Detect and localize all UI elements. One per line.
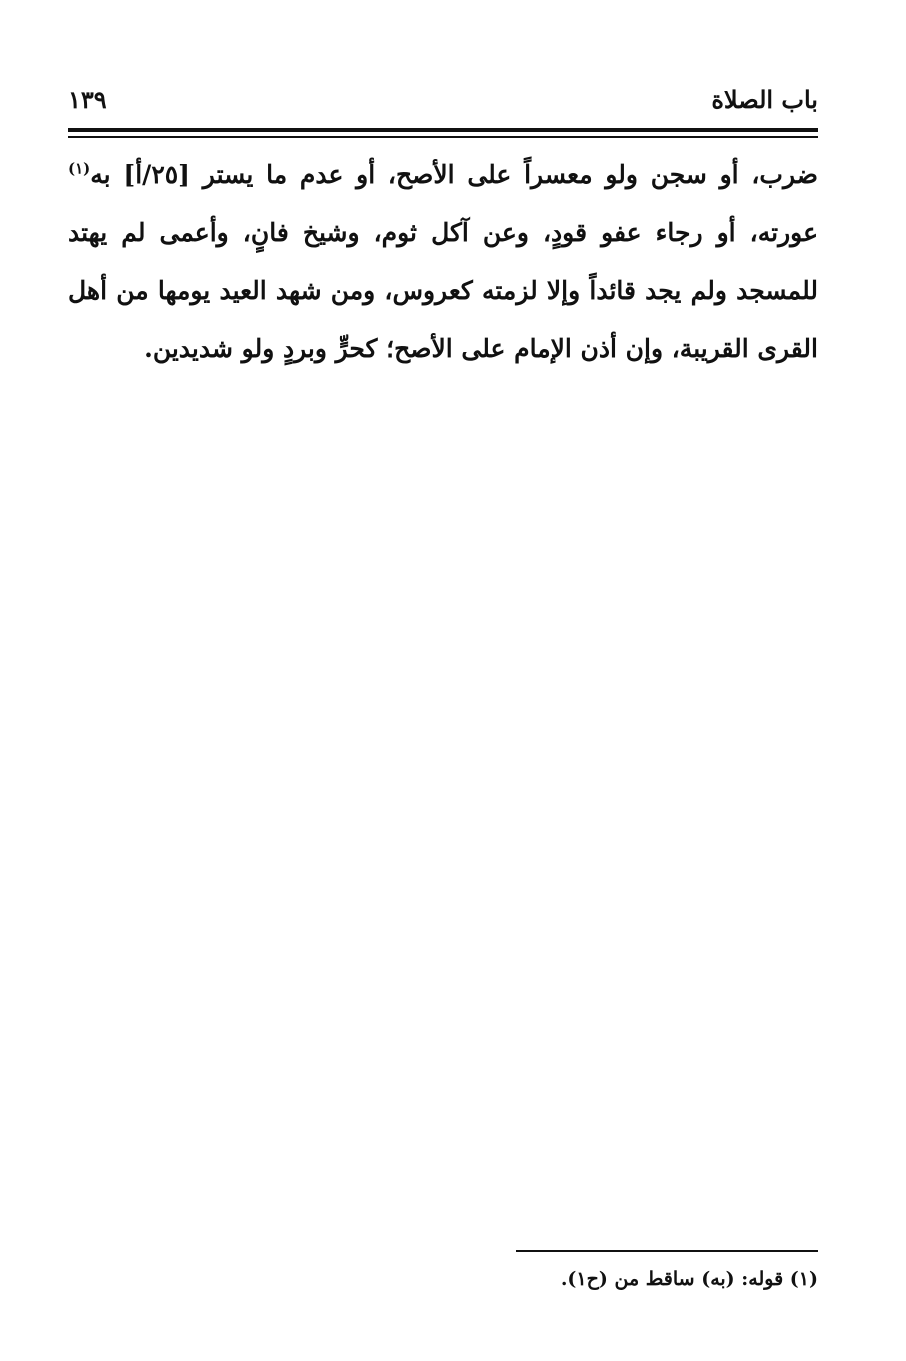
header-rule-thin <box>68 136 818 138</box>
paragraph-part-3: عورته، أو رجاء عفو قودٍ، وعن آكل ثوم، وشيخ فانٍ، وأعمى لم يهتد للمسجد ولم يجد قائداً وإلا لزمته كعروس، ومن شهد العيد يومها من أهل القرى القريبة، وإن أذن الإمام على الأصح؛ كحرٍّ وبردٍ ولو شديدين. <box>68 218 818 363</box>
paragraph-part-2: به <box>90 160 124 189</box>
manuscript-reference: [٢٥/أ] <box>123 160 191 189</box>
footnote-separator <box>516 1250 818 1252</box>
paragraph-part-1: ضرب، أو سجن ولو معسراً على الأصح، أو عدم ما يستر <box>190 160 818 189</box>
main-paragraph <box>68 146 818 378</box>
page-number: ١٣٩ <box>68 85 107 114</box>
footnote-text: (١) قوله: (به) ساقط من (ح١). <box>560 1268 818 1290</box>
footnote-marker: (١) <box>68 159 91 178</box>
page-header <box>68 82 818 122</box>
header-rule-thick <box>68 128 818 132</box>
chapter-title: باب الصلاة <box>711 85 818 114</box>
